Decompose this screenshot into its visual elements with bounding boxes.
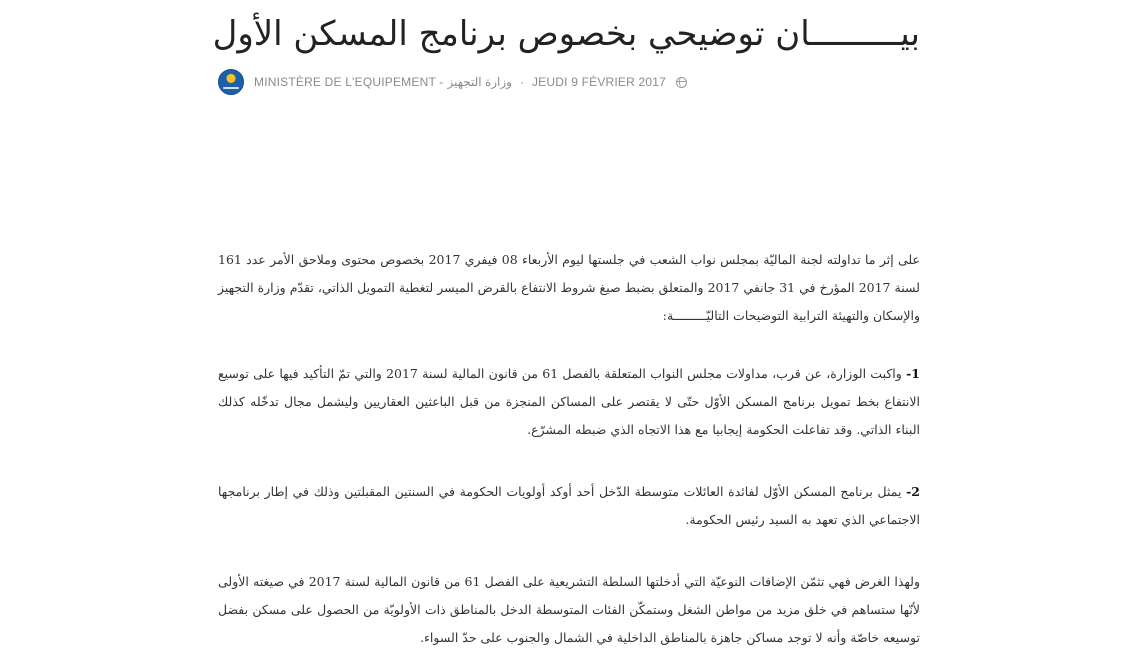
numbered-paragraph-2: [218, 478, 920, 534]
globe-icon: [676, 77, 687, 88]
closing-paragraph: ولهذا الغرض فهي تثمّن الإضافات النوعيّة التي أدخلتها السلطة التشريعية على الفصل 61 من قانون المالية لسنة 2017 في صيغته الأولى لأنّها ستساهم في خلق مزيد من مواطن الشغل وستمكّن الفئات المتوسطة الدخل بالمناطق ذات الأولويّة من الحصول على مسكن بفضل توسيعه خاصّة وأنه لا توجد مساكن جاهزة بالمناطق الداخلية في الشمال والجنوب على حدّ السواء.: [218, 574, 920, 645]
intro-paragraph: على إثر ما تداولته لجنة الماليّة بمجلس نواب الشعب في جلستها ليوم الأربعاء 08 فيفري 2017 بخصوص محتوى وملاحق الأمر عدد 161 لسنة 2017 المؤرخ في 31 جانفي 2017 والمتعلق بضبط صيغ شروط الانتفاع بالقرض الميسر لتغطية التمويل الذاتي، تقدّم وزارة التجهيز والإسكان والتهيئة الترابية التوضيحات التاليّـــــــــة:: [218, 252, 920, 323]
numbered-paragraph-1: [218, 360, 920, 444]
author-name[interactable]: MINISTÈRE DE L'EQUIPEMENT -: [254, 75, 444, 89]
meta-separator: ·: [519, 75, 524, 89]
author-avatar[interactable]: [218, 69, 244, 95]
paragraph-text: واكبت الوزارة، عن قرب، مداولات مجلس النواب المتعلقة بالفصل 61 من قانون المالية لسنة 2017 والتي تمّ التأكيد فيها على توسيع الانتفاع بخط تمويل برنامج المسكن الأوّل حتّى لا يقتصر على المساكن المنجزة من قبل الباعثين العقاريين وليشمل مجال تدخّله كذلك البناء الذاتي. وقد تفاعلت الحكومة إيجابيا مع هذا الاتجاه الذي ضبطه المشرّع.: [218, 366, 920, 437]
paragraph-number: 1-: [906, 366, 920, 381]
post-meta: [218, 69, 687, 95]
paragraph-number: 2-: [906, 484, 920, 499]
post-title: بيـــــــــان توضيحي بخصوص برنامج المسكن الأول: [212, 14, 920, 54]
post-body: [218, 246, 920, 662]
paragraph-text: يمثل برنامج المسكن الأوّل لفائدة العائلات متوسطة الدّخل أحد أوكد أولويات الحكومة في السنتين المقبلتين وذلك في إطار برنامجها الاجتماعي الذي تعهد به السيد رئيس الحكومة.: [218, 484, 920, 527]
post-date[interactable]: JEUDI 9 FÉVRIER 2017: [531, 75, 667, 89]
author-name-arabic[interactable]: وزارة التجهيز: [447, 75, 512, 89]
